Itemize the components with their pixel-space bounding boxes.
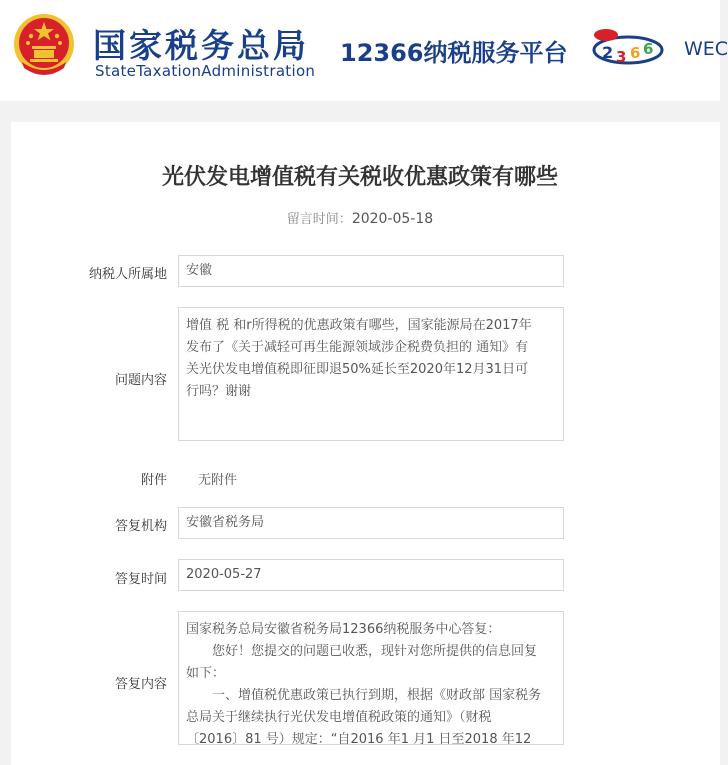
attachment-value: 无附件 [198,473,238,488]
question-line: 行吗？谢谢 [186,384,252,399]
region-label: 纳税人所属地 [88,267,167,282]
reply-line: 总局关于继续执行光伏发电增值税政策的通知》（财税 [186,710,492,725]
region-field: 安徽 [178,255,564,287]
svg-text:6: 6 [630,44,641,62]
svg-text:2: 2 [602,43,614,62]
question-line: 增值 税 和r所得税的优惠政策有哪些，国家能源局在2017年 [186,318,532,333]
page-title: 光伏发电增值税有关税收优惠政策有哪些 [161,165,558,190]
message-date [0,208,720,227]
question-line: 关光伏发电增值税即征即退50%延长至2020年12月31日可 [186,362,529,377]
org-name-en: StateTaxationAdministration [95,62,316,80]
12366-logo-icon [588,24,666,72]
svg-text:3: 3 [616,48,627,66]
reply-org-label: 答复机构 [114,519,167,534]
reply-content-label: 答复内容 [114,677,167,692]
reply-line: 如下： [186,666,226,681]
message-date-label: 留言时间： [286,212,352,227]
site-header [0,0,728,101]
reply-time-label: 答复时间 [114,572,167,587]
reply-line: 一、增值税优惠政策已执行到期，根据《财政部 国家税务 [186,688,542,703]
reply-org-field: 安徽省税务局 [178,507,564,539]
question-label: 问题内容 [114,373,167,388]
attachment-label: 附件 [140,473,167,488]
reply-time-field: 2020-05-27 [178,559,564,591]
question-line: 发布了《关于减轻可再生能源领域涉企税费负担的 通知》有 [186,340,529,355]
org-name-cn: 国家税务总局 [93,26,309,65]
platform-name: 12366纳税服务平台 [340,39,568,67]
reply-line: 〔2016〕81 号）规定：“自2016 年1 月1 日至2018 年12 [186,732,532,747]
question-content [178,307,564,441]
national-emblem-icon [12,12,76,76]
header-trailing-text: WEC [684,38,728,60]
reply-line: 国家税务总局安徽省税务局12366纳税服务中心答复： [186,622,501,637]
reply-line: 您好！您提交的问题已收悉，现针对您所提供的信息回复 [186,644,538,659]
message-date-value: 2020-05-18 [351,211,434,227]
svg-text:6: 6 [643,40,654,58]
reply-content [178,611,564,745]
